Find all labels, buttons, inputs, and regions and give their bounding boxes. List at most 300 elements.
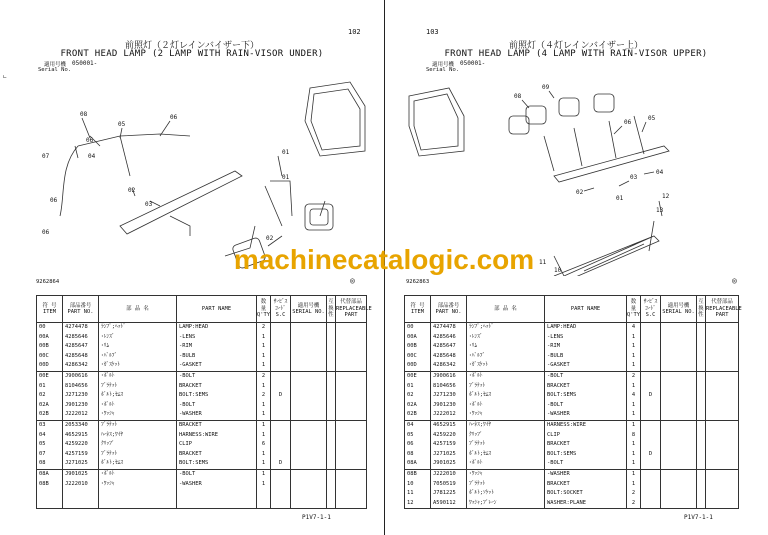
table-row [37,420,367,430]
col-serial: 適用号機 SERIAL NO. [291,296,327,323]
serial-cell [291,401,327,411]
replaceable-cell [336,391,367,401]
item-cell [37,489,63,499]
callout-label: 02 [266,235,274,242]
serial-label-ja: 適用号機 [44,62,67,68]
part-no-cell: J901025 [431,459,467,469]
rem-cell [697,469,706,479]
table-row [37,431,367,441]
callout-label: 02 [128,187,136,194]
name-ja-cell: ﾌﾞﾗｹｯﾄ [467,440,545,450]
item-cell: 00D [405,361,431,371]
table-row [37,410,367,420]
item-cell: 00 [405,323,431,333]
figure-symbol: ◎ [732,276,737,285]
serial-cell [661,450,697,460]
sc-cell [271,450,291,460]
name-ja-cell: ﾎﾞﾙﾄ;ｾﾑｽ [99,459,177,469]
item-cell: 00C [37,352,63,362]
part-name-cell: -BOLT [545,459,627,469]
sc-cell [641,440,661,450]
col-sc: ｻｰﾋﾞｽ ｺｰﾄﾞ S.C [271,296,291,323]
qty-cell: 1 [257,342,271,352]
part-name-cell: HARNESS:WIRE [545,420,627,430]
qty-cell: 1 [627,382,641,392]
page-number: 102 [348,28,361,36]
sc-cell [271,480,291,490]
table-row [37,371,367,381]
part-name-cell: -WASHER [177,480,257,490]
rem-cell [697,410,706,420]
serial-cell [291,342,327,352]
item-cell: 08A [37,469,63,479]
serial-cell [661,420,697,430]
part-name-cell: BRACKET [177,382,257,392]
sc-cell [641,401,661,411]
item-cell: 06 [405,440,431,450]
rem-cell [697,431,706,441]
replaceable-cell [706,382,739,392]
col-name-ja: 部 品 名 [467,296,545,323]
page-number: 103 [426,28,439,36]
binding-mark: ∟ [3,74,7,81]
serial-cell [661,382,697,392]
part-name-cell: -WASHER [177,410,257,420]
table-row [405,382,739,392]
qty-cell: 2 [627,489,641,499]
page-title-ja: 前照灯（４灯レインバイザー上） [509,41,643,51]
serial-cell [661,391,697,401]
qty-cell: 2 [257,371,271,381]
serial-cell [661,342,697,352]
part-name-cell: BOLT:SEMS [177,391,257,401]
qty-cell [257,499,271,509]
name-ja-cell: ･ﾚﾝｽﾞ [99,333,177,343]
part-no-cell: 2053340 [63,420,99,430]
part-no-cell: 7050519 [431,480,467,490]
callout-label: 13 [656,207,664,214]
sc-cell: D [641,450,661,460]
rem-cell [327,440,336,450]
table-row [37,333,367,343]
sc-cell [641,323,661,333]
rem-cell [327,342,336,352]
sc-cell [641,420,661,430]
item-cell: 00E [405,371,431,381]
sc-cell [641,361,661,371]
table-row [405,342,739,352]
sc-cell [271,323,291,333]
part-name-cell: -BOLT [545,371,627,381]
part-name-cell: LAMP:HEAD [177,323,257,333]
sc-cell [271,352,291,362]
item-cell: 08B [405,469,431,479]
part-no-cell: J271025 [431,450,467,460]
replaceable-cell [336,459,367,469]
qty-cell: 1 [627,410,641,420]
sc-cell [641,469,661,479]
serial-value: 050001- [460,60,486,67]
serial-cell [291,323,327,333]
col-qty: 数 量 Q'TY [257,296,271,323]
serial-cell [291,420,327,430]
sc-cell [271,469,291,479]
sc-cell [271,371,291,381]
part-name-cell: BOLT:SOCKET [545,489,627,499]
part-name-cell: BRACKET [545,382,627,392]
qty-cell: 6 [257,440,271,450]
qty-cell: 8 [627,431,641,441]
serial-cell [291,431,327,441]
sc-cell [271,361,291,371]
table-row [37,499,367,509]
part-name-cell: -BULB [545,352,627,362]
item-cell: 07 [37,450,63,460]
table-row [405,431,739,441]
rem-cell [327,450,336,460]
sc-cell [641,459,661,469]
part-no-cell: 8104656 [431,382,467,392]
name-ja-cell: ｸﾘｯﾌﾟ [467,431,545,441]
part-no-cell: J271025 [63,459,99,469]
col-qty: 数 量 Q'TY [627,296,641,323]
serial-cell [291,489,327,499]
part-no-cell: J222010 [63,480,99,490]
replaceable-cell [706,323,739,333]
item-cell: 00A [405,333,431,343]
part-name-cell: -WASHER [545,469,627,479]
serial-cell [291,382,327,392]
rem-cell [697,382,706,392]
sc-cell [271,382,291,392]
table-row [37,489,367,499]
part-name-cell: -BOLT [177,469,257,479]
name-ja-cell: ﾎﾞﾙﾄ;ｿｹｯﾄ [467,489,545,499]
replaceable-cell [706,333,739,343]
item-cell: 02B [405,410,431,420]
part-name-cell: -BOLT [545,401,627,411]
name-ja-cell: ･ﾘﾑ [99,342,177,352]
name-ja-cell: ･ﾜｯｼｬ [99,410,177,420]
rem-cell [697,420,706,430]
item-cell: 01 [37,382,63,392]
part-no-cell: 4259220 [431,431,467,441]
item-cell: 08 [405,450,431,460]
part-no-cell: 4286342 [63,361,99,371]
qty-cell [257,489,271,499]
replaceable-cell [706,361,739,371]
qty-cell: 1 [257,401,271,411]
name-ja-cell: ﾌﾞﾗｹｯﾄ [99,420,177,430]
sc-cell: D [271,391,291,401]
item-cell: 03 [37,420,63,430]
part-no-cell: 4285646 [63,333,99,343]
serial-cell [661,440,697,450]
rem-cell [697,489,706,499]
sc-cell [271,489,291,499]
qty-cell: 1 [627,459,641,469]
name-ja-cell: ﾎﾞﾙﾄ;ｾﾑｽ [467,391,545,401]
qty-cell: 1 [627,480,641,490]
part-name-cell: BOLT:SEMS [545,450,627,460]
part-no-cell: 4652915 [63,431,99,441]
rem-cell [327,323,336,333]
rem-cell [327,382,336,392]
figure-number: 9262864 [36,279,60,285]
callout-label: 06 [170,114,178,121]
item-cell: 02A [405,401,431,411]
part-no-cell: 4274478 [431,323,467,333]
replaceable-cell [706,431,739,441]
item-cell: 04 [405,420,431,430]
replaceable-cell [336,410,367,420]
qty-cell: 2 [627,499,641,509]
part-name-cell: -BULB [177,352,257,362]
rem-cell [697,361,706,371]
replaceable-cell [706,469,739,479]
table-row [405,489,739,499]
callout-label: 04 [88,153,96,160]
rem-cell [697,480,706,490]
sc-cell [271,440,291,450]
name-ja-cell: ･ﾎﾞﾙﾄ [99,401,177,411]
table-row [405,420,739,430]
col-serial: 適用号機 SERIAL NO. [661,296,697,323]
part-name-cell: -GASKET [177,361,257,371]
col-item: 符 号 ITEM [405,296,431,323]
name-ja-cell: ･ﾜｯｼｬ [99,480,177,490]
serial-cell [291,333,327,343]
qty-cell: 1 [627,333,641,343]
sc-cell [271,401,291,411]
callout-label: 01 [282,149,290,156]
serial-cell [291,410,327,420]
parts-table [36,295,372,509]
serial-cell [661,323,697,333]
serial-cell [291,391,327,401]
rem-cell [697,459,706,469]
col-name-ja: 部 品 名 [99,296,177,323]
qty-cell: 1 [257,352,271,362]
table-row [37,361,367,371]
replaceable-cell [336,371,367,381]
item-cell: 01 [405,382,431,392]
name-ja-cell: ･ﾊﾞﾙﾌﾞ [467,352,545,362]
serial-cell [661,480,697,490]
qty-cell: 1 [257,469,271,479]
qty-cell: 1 [627,469,641,479]
name-ja-cell: ﾌﾞﾗｹｯﾄ [99,382,177,392]
part-name-cell: BRACKET [177,420,257,430]
item-cell: 02A [37,401,63,411]
name-ja-cell: ﾜｯｼｬ;ﾌﾟﾚｰﾝ [467,499,545,509]
replaceable-cell [336,361,367,371]
qty-cell: 1 [257,382,271,392]
replaceable-cell [706,459,739,469]
col-item: 符 号 ITEM [37,296,63,323]
replaceable-cell [336,352,367,362]
name-ja-cell: ﾊｰﾈｽ;ﾜｲﾔ [467,420,545,430]
qty-cell: 1 [257,420,271,430]
serial-cell [291,480,327,490]
replaceable-cell [706,410,739,420]
replaceable-cell [706,450,739,460]
serial-cell [661,489,697,499]
part-name-cell: -BOLT [177,371,257,381]
item-cell: 08 [37,459,63,469]
callout-label: 07 [42,153,50,160]
sc-cell [271,333,291,343]
watermark: machinecatalogic.com [233,244,535,275]
table-row [405,323,739,333]
part-name-cell: BRACKET [545,440,627,450]
name-ja-cell: ﾊｰﾈｽ;ﾜｲﾔ [99,431,177,441]
part-no-cell: J901230 [431,401,467,411]
table-row [37,469,367,479]
name-ja-cell: ･ﾘﾑ [467,342,545,352]
item-cell: 02 [405,391,431,401]
page-footer: P1V7-1-1 [684,514,713,521]
table-row [405,410,739,420]
qty-cell: 4 [627,391,641,401]
replaceable-cell [706,499,739,509]
item-cell: 00A [37,333,63,343]
col-replaceable: 代替部品 REPLACEABLE PART [706,296,739,323]
rem-cell [697,323,706,333]
part-name-cell: CLIP [545,431,627,441]
replaceable-cell [336,401,367,411]
replaceable-cell [706,489,739,499]
item-cell: 00B [37,342,63,352]
page-title-en: FRONT HEAD LAMP (2 LAMP WITH RAIN-VISOR UNDER) [60,49,324,59]
table-row [37,352,367,362]
qty-cell: 1 [257,459,271,469]
item-cell: 00 [37,323,63,333]
table-row [405,459,739,469]
name-ja-cell: ･ｶﾞｽｹｯﾄ [467,361,545,371]
callout-label: 12 [662,193,670,200]
serial-cell [291,361,327,371]
table-row [37,382,367,392]
part-no-cell [63,489,99,499]
rem-cell [327,361,336,371]
item-cell: 05 [37,440,63,450]
serial-value: 050001- [72,60,98,67]
serial-cell [661,333,697,343]
part-no-cell: J900616 [431,371,467,381]
serial-cell [661,410,697,420]
replaceable-cell [336,323,367,333]
page-footer: P1V7-1-1 [302,514,331,521]
qty-cell: 1 [627,361,641,371]
rem-cell [697,391,706,401]
sc-cell [641,333,661,343]
table-row [37,391,367,401]
callout-label: 04 [656,169,664,176]
part-no-cell: 4257159 [431,440,467,450]
item-cell: 08B [37,480,63,490]
serial-label-en: Serial No. [38,67,72,73]
part-no-cell: J222010 [431,469,467,479]
serial-label-ja: 適用号機 [432,62,455,68]
rem-cell [327,499,336,509]
replaceable-cell [706,480,739,490]
callout-label: 01 [616,195,624,202]
rem-cell [327,469,336,479]
rem-cell [327,391,336,401]
serial-cell [661,371,697,381]
sc-cell [641,499,661,509]
serial-cell [661,459,697,469]
serial-cell [661,352,697,362]
callout-label: 01 [282,174,290,181]
serial-cell [661,361,697,371]
parts-table [404,295,742,509]
replaceable-cell [336,499,367,509]
qty-cell: 1 [627,420,641,430]
figure-symbol: ◎ [350,276,355,285]
part-no-cell: 4285647 [63,342,99,352]
serial-cell [291,352,327,362]
part-name-cell: BOLT:SEMS [545,391,627,401]
item-cell: 02B [37,410,63,420]
serial-cell [291,440,327,450]
table-row [37,480,367,490]
qty-cell: 1 [627,450,641,460]
qty-cell: 1 [257,480,271,490]
rem-cell [697,499,706,509]
col-replaceable: 代替部品 REPLACEABLE PART [336,296,367,323]
item-cell: 00E [37,371,63,381]
part-no-cell: 4259220 [63,440,99,450]
part-name-cell: WASHER:PLANE [545,499,627,509]
name-ja-cell: ･ﾊﾞﾙﾌﾞ [99,352,177,362]
col-part-name: PART NAME [177,296,257,323]
name-ja-cell [99,489,177,499]
part-no-cell: 4285646 [431,333,467,343]
part-name-cell: -WASHER [545,410,627,420]
replaceable-cell [336,450,367,460]
replaceable-cell [706,371,739,381]
rem-cell [697,401,706,411]
serial-cell [661,469,697,479]
rem-cell [327,480,336,490]
name-ja-cell: ﾌﾞﾗｹｯﾄ [467,480,545,490]
qty-cell: 2 [627,371,641,381]
part-no-cell: J901025 [63,469,99,479]
part-name-cell: -LENS [545,333,627,343]
name-ja-cell: ･ﾜｯｼｬ [467,469,545,479]
part-no-cell: 4285647 [431,342,467,352]
sc-cell [271,342,291,352]
part-no-cell: J901230 [63,401,99,411]
part-name-cell: LAMP:HEAD [545,323,627,333]
serial-cell [291,469,327,479]
part-no-cell: J222012 [63,410,99,420]
part-no-cell: 8104656 [63,382,99,392]
rem-cell [697,352,706,362]
part-no-cell: J900616 [63,371,99,381]
name-ja-cell [99,499,177,509]
part-name-cell: -GASKET [545,361,627,371]
rem-cell [697,333,706,343]
name-ja-cell: ･ﾎﾞﾙﾄ [99,469,177,479]
table-row [405,361,739,371]
item-cell: 00B [405,342,431,352]
qty-cell: 1 [627,342,641,352]
qty-cell: 4 [627,323,641,333]
sc-cell [641,382,661,392]
